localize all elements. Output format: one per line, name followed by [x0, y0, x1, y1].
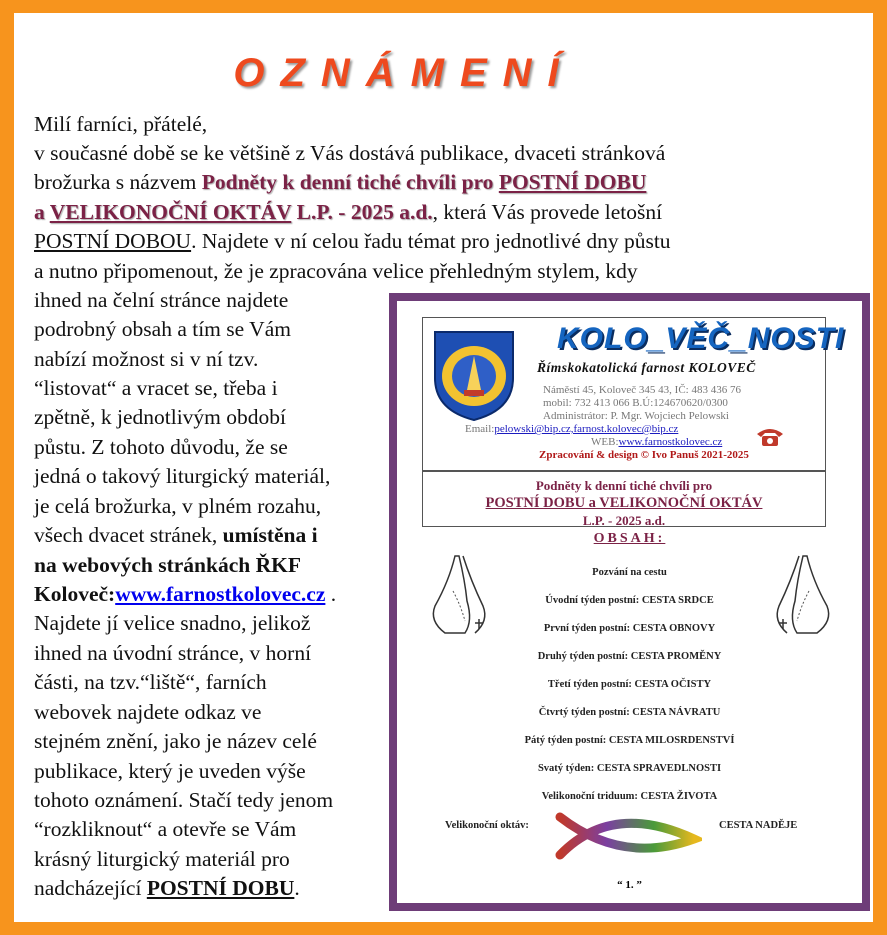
toc-item: První týden postní: CESTA OBNOVY [543, 623, 716, 634]
body-col-line: nabízí možnost si v ní tzv. [34, 347, 259, 371]
body-line: v současné době se ke většině z Vás dostává publikace, dvaceti stránková [34, 141, 666, 165]
body-col-line: zpětně, k jednotlivým období [34, 405, 286, 429]
page-number: “ 1. ” [617, 879, 642, 891]
body-line: a nutno připomenout, že je zpracována velice přehledným stylem, kdy [34, 259, 638, 283]
booklet-header [422, 317, 845, 471]
body-col-line: podrobný obsah a tím se Vám [34, 317, 291, 341]
coat-of-arms-icon [431, 328, 517, 422]
body-col-line: webovek najdete odkaz ve [34, 700, 262, 724]
body-col-line: “rozkliknout“ a otevře se Vám [34, 817, 297, 841]
body-col-line: na webových stránkách ŘKF [34, 553, 301, 577]
parish-name: Římskokatolická farnost KOLOVEČ [537, 360, 756, 375]
body-col-line: všech dvacet stránek, umístěna i [34, 523, 318, 547]
body-line: brožurka s názvem Podněty k denní tiché chvíli pro POSTNÍ DOBU [34, 170, 647, 194]
toc-item: Pozvání na cestu [592, 567, 667, 578]
publication-title-postni-dobu: POSTNÍ DOBU [498, 170, 647, 194]
announcement-page [14, 13, 873, 922]
body-col-line: jedná o takový liturgický materiál, [34, 464, 331, 488]
parish-admin: Administrátor: P. Mgr. Wojciech Pelowski [543, 410, 729, 422]
body-col-line: Najdete jí velice snadno, jelikož [34, 611, 311, 635]
publication-title: Podněty k denní tiché chvíli pro [201, 170, 494, 194]
parish-email: Email:pelowski@bip.cz,farnost.kolovec@bip.cz [465, 423, 679, 435]
body-line: a VELIKONOČNÍ OKTÁV L.P. - 2025 a.d., která Vás provede letošní [34, 200, 663, 224]
toc-item: Velikonoční triduum: CESTA ŽIVOTA [541, 791, 718, 802]
contents-heading: OBSAH: [593, 531, 666, 546]
brand-logo: KOLO_VĚČ_NOSTI [557, 322, 845, 355]
booklet-cover [389, 293, 870, 911]
toc-oktav-value: CESTA NADĚJE [719, 820, 798, 831]
design-credit: Zpracování & design © Ivo Panuš 2021-2025 [539, 449, 749, 461]
parish-address: Náměstí 45, Koloveč 345 43, IČ: 483 436 76 [543, 384, 741, 396]
body-col-line: části, na tzv.“liště“, farních [34, 670, 267, 694]
parish-website-link[interactable]: www.farnostkolovec.cz [115, 582, 326, 606]
body-line: Milí farníci, přátelé, [34, 112, 208, 136]
page-title: OZNÁMENÍ [233, 51, 575, 95]
parish-phones: mobil: 732 413 066 B.Ú:124670620/0300 [543, 397, 728, 409]
body-col-line: krásný liturgický materiál pro [34, 847, 290, 871]
body-col-line: publikace, který je uveden výše [34, 759, 306, 783]
body-col-line: “listovat“ a vracet se, třeba i [34, 376, 278, 400]
toc-item: Třetí týden postní: CESTA OČISTY [547, 679, 712, 690]
body-col-line: stejném znění, jako je název celé [34, 729, 317, 753]
body-col-line: tohoto oznámení. Stačí tedy jenom [34, 788, 334, 812]
body-line: POSTNÍ DOBOU. Najdete v ní celou řadu témat pro jednotlivé dny půstu [34, 229, 671, 253]
toc-item: Svatý týden: CESTA SPRAVEDLNOSTI [537, 763, 722, 774]
body-col-line: ihned na čelní stránce najdete [34, 288, 289, 312]
ichthys-fish-icon [552, 809, 702, 867]
telephone-icon [755, 426, 785, 448]
parish-web: WEB:www.farnostkolovec.cz [591, 436, 723, 448]
body-col-line: Koloveč:www.farnostkolovec.cz . [34, 582, 337, 606]
body-col-line: nadcházející POSTNÍ DOBU. [34, 876, 300, 900]
toc-oktav-label: Velikonoční oktáv: [445, 820, 529, 831]
toc-item: Čtvrtý týden postní: CESTA NÁVRATU [538, 707, 721, 718]
booklet-title-box: Podněty k denní tiché chvíli pro POSTNÍ DOBU a VELIKONOČNÍ OKTÁV L.P. - 2025 a.d. [422, 471, 826, 527]
toc-item: Pátý týden postní: CESTA MILOSRDENSTVÍ [524, 735, 735, 746]
body-col-line: je celá brožurka, v plném rozahu, [34, 494, 322, 518]
body-col-line: ihned na úvodní stránce, v horní [34, 641, 312, 665]
toc-item: Úvodní týden postní: CESTA SRDCE [545, 595, 714, 606]
publication-title-oktav: VELIKONOČNÍ OKTÁV [49, 200, 292, 224]
body-col-line: půstu. Z tohoto důvodu, že se [34, 435, 288, 459]
toc-item: Druhý týden postní: CESTA PROMĚNY [537, 651, 722, 662]
